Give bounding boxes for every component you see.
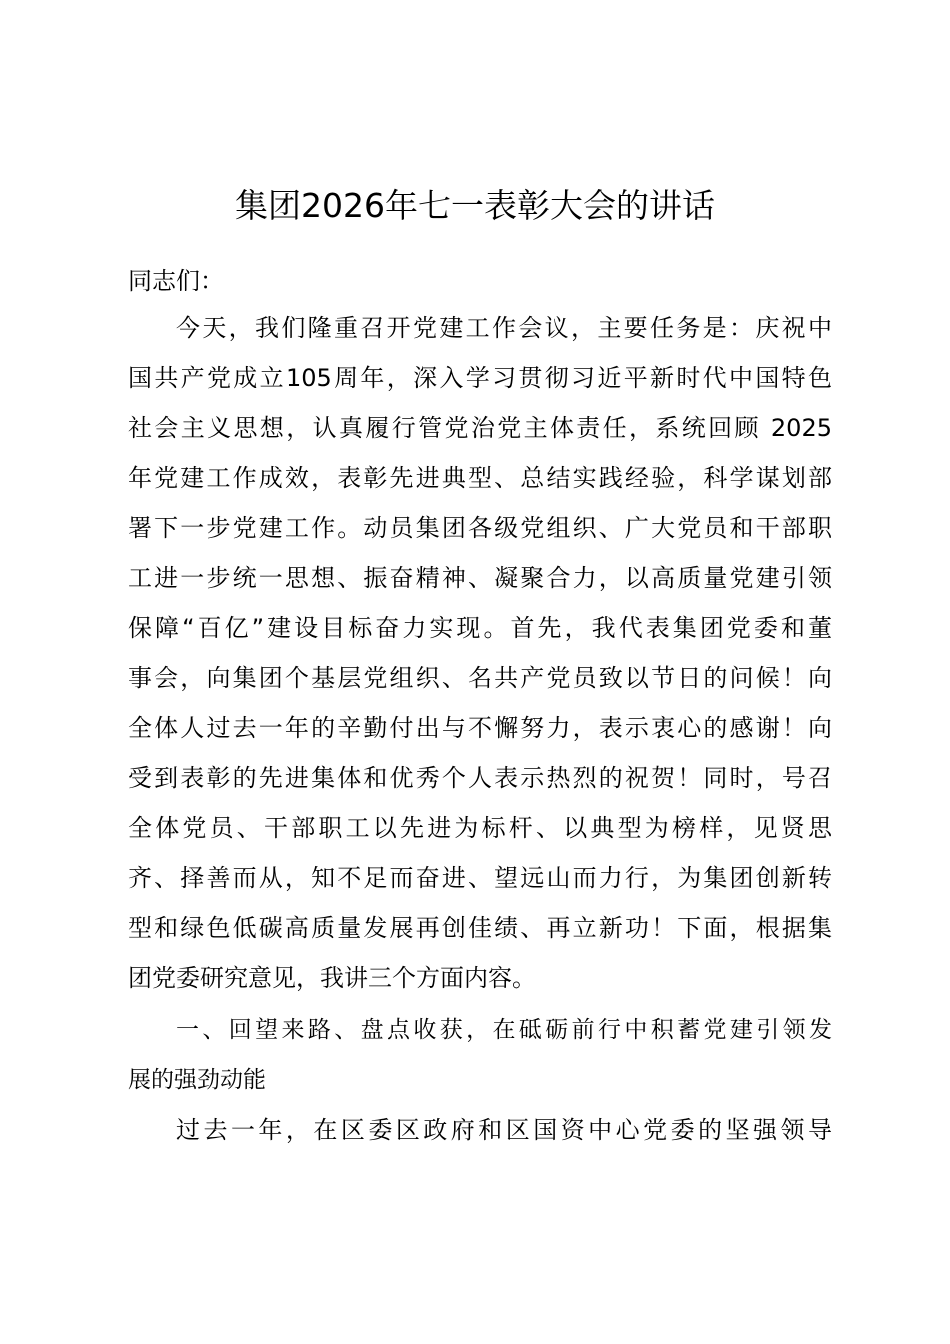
paragraph-line: 事会，向集团个基层党组织、名共产党员致以节日的问候！向	[128, 664, 832, 692]
paragraph-line: 今天，我们隆重召开党建工作会议，主要任务是：庆祝中	[176, 314, 832, 342]
paragraph-line: 工进一步统一思想、振奋精神、凝聚合力，以高质量党建引领	[128, 564, 832, 592]
paragraph-line: 年党建工作成效，表彰先进典型、总结实践经验，科学谋划部	[128, 464, 832, 492]
paragraph-section-1	[128, 1105, 832, 1155]
document-title: 集团2026年七一表彰大会的讲话	[235, 186, 715, 225]
paragraph-line: 型和绿色低碳高质量发展再创佳绩、再立新功！下面，根据集	[128, 914, 832, 942]
paragraph-line: 受到表彰的先进集体和优秀个人表示热烈的祝贺！同时，号召	[128, 764, 832, 792]
paragraph-line: 齐、择善而从，知不足而奋进、望远山而力行，为集团创新转	[128, 864, 832, 892]
paragraph-line: 国共产党成立105周年，深入学习贯彻习近平新时代中国特色	[128, 364, 832, 392]
salutation: 同志们：	[128, 267, 224, 295]
paragraph-line: 保障“百亿”建设目标奋力实现。首先，我代表集团党委和董	[128, 614, 832, 642]
paragraph-line: 全体人过去一年的辛勤付出与不懈努力，表示衷心的感谢！向	[128, 714, 832, 742]
paragraph-line: 团党委研究意见，我讲三个方面内容。	[128, 964, 536, 992]
heading-line: 一、回望来路、盘点收获，在砥砺前行中积蓄党建引领发	[176, 1017, 832, 1043]
paragraph-opening	[128, 303, 832, 1003]
paragraph-line: 全体党员、干部职工以先进为标杆、以典型为榜样，见贤思	[128, 814, 832, 842]
paragraph-line: 社会主义思想，认真履行管党治党主体责任，系统回顾 2025	[128, 414, 832, 442]
heading-line: 展的强劲动能	[128, 1067, 266, 1093]
paragraph-line: 过去一年，在区委区政府和区国资中心党委的坚强领导	[176, 1116, 832, 1144]
paragraph-line: 署下一步党建工作。动员集团各级党组织、广大党员和干部职	[128, 514, 832, 542]
section-heading-1	[128, 1005, 832, 1105]
